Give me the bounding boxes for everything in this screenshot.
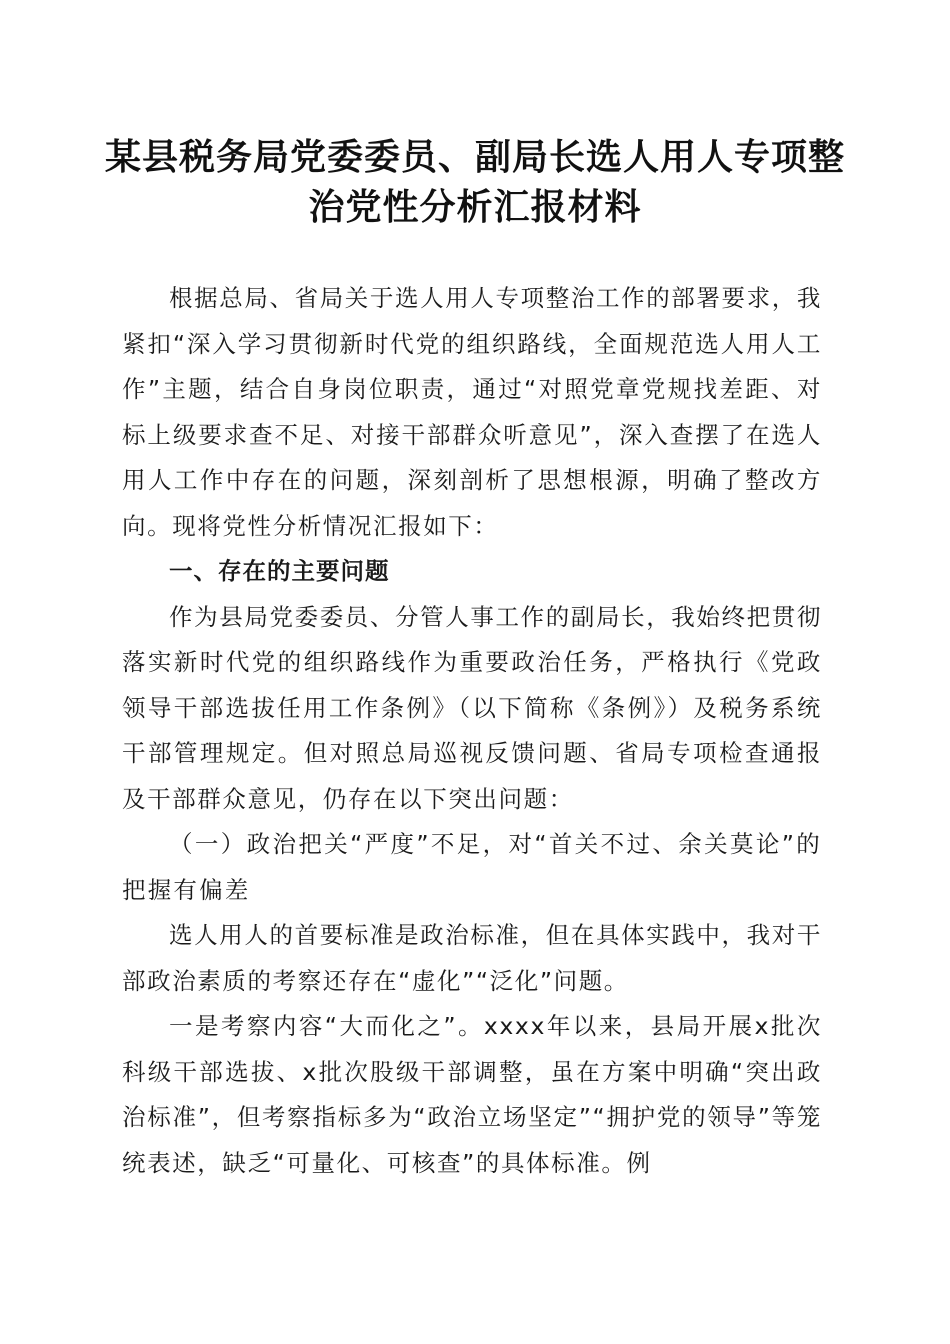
subsection-heading: （一）政治把关“严度”不足，对“首关不过、余关莫论”的把握有偏差 — [122, 830, 822, 904]
intro-paragraph: 根据总局、省局关于选人用人专项整治工作的部署要求，我紧扣“深入学习贯彻新时代党的组织路线，全面规范选人用人工作”主题，结合自身岗位职责，通过“对照党章党规找差距、对标上级要求查不足、对接干部群众听意见”，深入查摆了在选人用人工作中存在的问题，深刻剖析了思想根源，明确了整改方向。现将党性分析情况汇报如下： — [122, 284, 822, 540]
section-heading: 一、存在的主要问题 — [169, 557, 390, 585]
section-paragraph: 作为县局党委委员、分管人事工作的副局长，我始终把贯彻落实新时代党的组织路线作为重要政治任务，严格执行《党政领导干部选拔任用工作条例》（以下简称《条例》）及税务系统干部管理规定。但对照总局巡视反馈问题、省局专项检查通报及干部群众意见，仍存在以下突出问题： — [122, 602, 822, 813]
document-body — [122, 276, 822, 1186]
body-paragraph: 一是考察内容“大而化之”。xxxx年以来，县局开展x批次科级干部选拔、x批次股级干部调整，虽在方案中明确“突出政治标准”，但考察指标多为“政治立场坚定”“拥护党的领导”等笼统表述，缺乏“可量化、可核查”的具体标准。例 — [122, 1012, 822, 1177]
document-title: 某县税务局党委委员、副局长选人用人专项整治党性分析汇报材料 — [104, 136, 845, 228]
body-paragraph: 选人用人的首要标准是政治标准，但在具体实践中，我对干部政治素质的考察还存在“虚化”“泛化”问题。 — [122, 921, 822, 995]
